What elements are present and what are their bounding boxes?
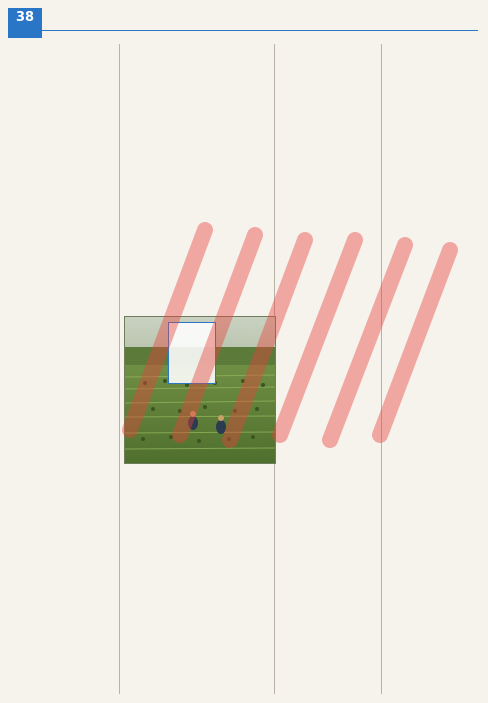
header-rule	[40, 30, 478, 31]
text-column-4	[384, 44, 480, 694]
pull-quote	[168, 322, 216, 384]
column-divider	[119, 44, 120, 694]
text-column-1	[10, 44, 116, 694]
column-divider	[381, 44, 382, 694]
page-header	[8, 8, 478, 38]
article-title-block	[206, 44, 270, 244]
text-column-3	[276, 44, 378, 694]
text-column-2-lower	[124, 470, 272, 694]
text-column-2	[124, 44, 202, 314]
photo-caption	[124, 462, 274, 470]
page-number-badge	[8, 8, 42, 38]
page-number: 38	[15, 10, 35, 25]
